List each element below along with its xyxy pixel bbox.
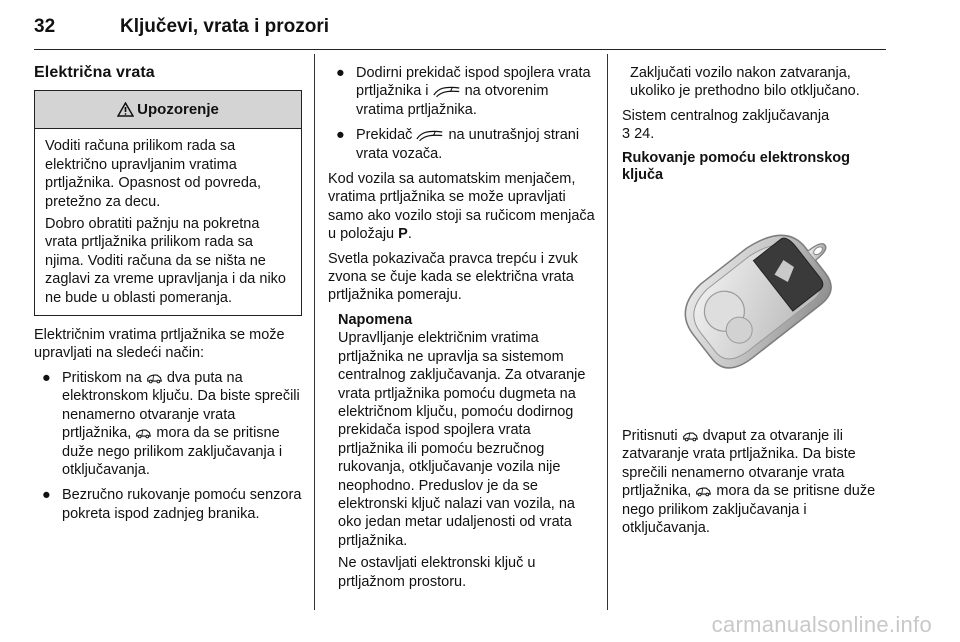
paragraph-text: Pritisnuti xyxy=(622,428,678,445)
reference-arrow-icon: 3 xyxy=(622,126,631,143)
body-paragraph: Svetla pokazivača pravca trepću i zvuk zvona se čuje kada se električna vrata prtljažnika pomeraju. xyxy=(328,250,578,304)
car-tailgate-icon xyxy=(695,486,712,497)
section-title: Električna vrata xyxy=(34,64,155,81)
paragraph-text: Kod vozila sa automatskim menjačem, vratima prtljažnika se može upravljati samo ako vozilo stoji sa ručicom menjača u položaju xyxy=(328,171,595,243)
page-number: 32 xyxy=(34,16,56,37)
warning-header xyxy=(35,91,301,129)
car-tailgate-icon xyxy=(135,428,152,439)
warning-title: Upozorenje xyxy=(137,100,219,118)
watermark: carmanualsonline.info xyxy=(711,612,932,637)
warning-text: Dobro obratiti pažnju na pokretna vrata prtljažnika prilikom rada sa njima. Voditi računa da se ništa ne zaglavi za vreme upravljanja i da niko ne bude u oblasti pomeranja. xyxy=(45,216,286,306)
list-item-text: dva puta na elektronskom ključu. Da biste sprečili nenamerno otvaranje vrata prtljažnika, xyxy=(62,369,300,442)
list-item xyxy=(328,126,596,163)
bullet-dot: ● xyxy=(336,127,345,144)
body-paragraph xyxy=(328,170,596,244)
list-item-text: Pritiskom na xyxy=(62,369,142,386)
intro-text: Električnim vratima prtljažnika se može upravljati na sledeći način: xyxy=(34,327,285,362)
paragraph-text: mora da se pritisne duže nego prilikom zaključavanja i otključavanja. xyxy=(622,483,876,537)
reference-page: 24. xyxy=(634,126,655,143)
bullet-dot: ● xyxy=(336,65,345,81)
paragraph-text: dvaput za otvaranje ili zatvaranje vrata prtljažnika. Da biste sprečili nenamerno otvaranje vrata prtljažnika, xyxy=(622,428,856,500)
column-divider xyxy=(607,54,608,610)
bullet-dot: ● xyxy=(42,487,51,504)
car-tailgate-icon xyxy=(682,431,699,442)
tailgate-switch-icon xyxy=(433,85,461,98)
chapter-title: Ključevi, vrata i prozori xyxy=(120,16,330,37)
tailgate-switch-icon xyxy=(416,129,444,142)
list-item-text: na otvorenim vratima prtljažnika. xyxy=(356,83,549,118)
car-tailgate-icon xyxy=(146,373,163,384)
list-item-text: mora da se pritisne duže nego prilikom zaključavanja i otključavanja. xyxy=(62,425,283,478)
note-text: Ne ostavljati elektronski ključ u prtljažnom prostoru. xyxy=(338,555,536,590)
operation-list xyxy=(328,64,596,163)
gear-position: P xyxy=(398,226,408,243)
note-block xyxy=(328,311,596,591)
list-item-text: Dodirni prekidač ispod spojlera vrata prtljažnika i xyxy=(356,65,591,100)
note-text: Upravlljanje električnim vratima prtljažnika ne upravlja sa sistemom centralnog zaključavanja. Za otvaranje vrata prtljažnika pomoću dugmeta na električnom ključu, pomoću dodirnog prekidača ispod spojlera vrata prtljažnika ili pomoću bezručnog rukovanja, otključavanje vozila nije neophodno. Preduslov je da se elektronski ključ nalazi van vozila, na oko jedan metar udaljenosti od vrata prtljažnika. xyxy=(338,330,586,549)
warning-triangle-icon xyxy=(117,102,134,117)
list-item-text: Prekidač xyxy=(356,127,413,144)
body-paragraph xyxy=(622,427,888,537)
continued-text: Zaključati vozilo nakon zatvaranja, ukoliko je prethodno bilo otključano. xyxy=(630,65,860,100)
list-item-text: na unutrašnjoj strani vrata vozača. xyxy=(356,127,580,162)
warning-body xyxy=(35,129,301,315)
cross-reference xyxy=(622,107,888,144)
operation-list xyxy=(34,369,302,523)
list-item-text: Bezručno rukovanje pomoću senzora pokreta ispod zadnjeg branika. xyxy=(62,487,302,522)
column-divider xyxy=(314,54,315,610)
list-item xyxy=(328,64,596,119)
paragraph-text: . xyxy=(407,226,412,243)
column-1 xyxy=(34,64,302,530)
warning-box xyxy=(34,90,302,316)
list-item xyxy=(34,369,302,479)
warning-text: Voditi računa prilikom rada sa električno upravljanim vratima prtljažnika. Opasnost od povreda, pretežno za decu. xyxy=(45,138,262,210)
subsection-title: Rukovanje pomoću elektronskog ključa xyxy=(622,149,851,183)
column-2 xyxy=(328,64,596,599)
column-3 xyxy=(622,64,888,543)
bullet-dot: ● xyxy=(42,369,51,386)
reference-text: Sistem centralnog zaključavanja xyxy=(622,107,830,124)
electronic-key-illustration xyxy=(622,194,888,406)
list-item xyxy=(34,486,302,523)
note-title: Napomena xyxy=(338,311,413,328)
page-header xyxy=(34,16,886,50)
